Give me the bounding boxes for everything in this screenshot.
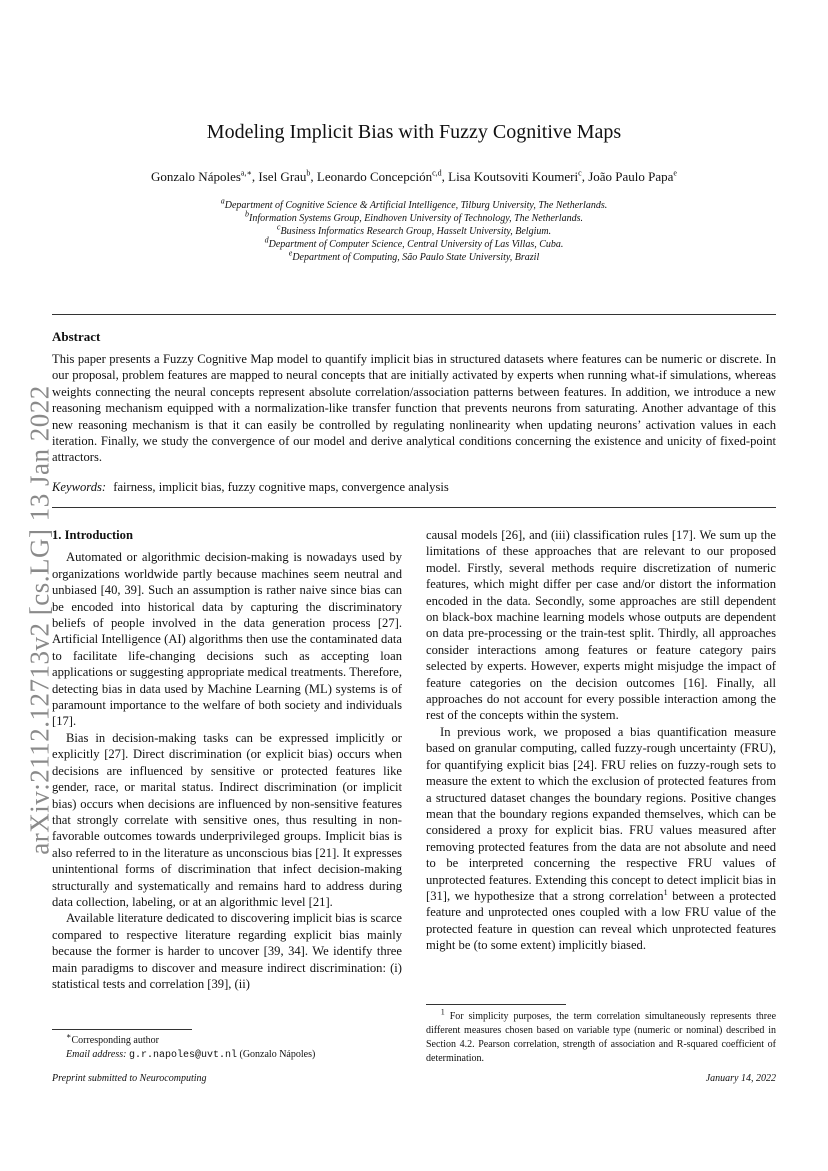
author: Isel Grau$^b$, bbox=[258, 168, 317, 184]
affiliation: $^b$Information Systems Group, Eindhoven University of Technology, The Netherlands. bbox=[245, 209, 583, 224]
arxiv-identifier: arXiv:2112.12713v2 [cs.LG] 13 Jan 2022 bbox=[24, 385, 55, 855]
body-paragraph: Automated or algorithmic decision-making is nowadays used by organizations worldwide partly because machines seem neutral and unbiased [40, 39]. Such an assumption is rather naive since bias can be encoded into historical data by capturing the discriminatory beliefs of people involved in the data generation process [27]. Artificial Intelligence (AI) algorithms then use the contaminated data to facilitate life-changing decisions such as accepting loan applications or suggesting appropriate medical treatments. Therefore, detecting bias in data used by Machine Learning (ML) systems is of paramount importance to the welfare of both society and individuals [17]. bbox=[52, 550, 402, 729]
keywords-values: fairness, implicit bias, fuzzy cognitive maps, convergence analysis bbox=[113, 480, 449, 494]
body-paragraph: Bias in decision-making tasks can be expressed implicitly or explicitly [27]. Direct discrimination (or explicit bias) occurs when decisions are influenced by sensitive or protected features like gender, race, or marital status. Indirect discrimination (or implicit bias) occurs when decisions are influenced by non-sensitive features that strongly correlate with sensitive ones, thus resulting in non-favorable outcomes towards underprivileged groups. Implicit bias is also referred to in the literature as unconscious bias [21]. It expresses unintentional forms of discrimination that infect decision-making structurally and systematically and remains hard to address during data collection, labeling, or at an algorithmic level [21]. bbox=[52, 730, 402, 909]
author: Lisa Koutsoviti Koumeri$^c$, bbox=[448, 168, 589, 184]
corresponding-author-footnote: ∗Corresponding author Email address: g.r.napoles@uvt.nl (Gonzalo Nápoles) bbox=[66, 1031, 316, 1061]
section-heading-introduction: 1. Introduction bbox=[52, 528, 133, 542]
abstract-bottom-rule bbox=[52, 507, 776, 508]
footnote-1: $^1$ For simplicity purposes, the term correlation simultaneously represents three different measures chosen based on variable type (numeric or nominal) described in Section 4.2. Pearson correlation, strength of association and R-squared coefficient of determination. bbox=[426, 1007, 777, 1064]
abstract-top-rule bbox=[52, 314, 776, 315]
footer-date: January 14, 2022 bbox=[705, 1073, 776, 1084]
abstract-text: This paper presents a Fuzzy Cognitive Map model to quantify implicit bias in structured datasets where features can be numeric or discrete. In our proposal, problem features are mapped to neural concepts that are initially activated by experts when running what-if simulations, whereas weights connecting the neural concepts represent absolute correlation/association patterns between features. In addition, we introduce a new reasoning mechanism equipped with a normalization-like transfer function that prevents neurons from saturating. Another advantage of this new reasoning mechanism is that it can easily be controlled by regulating nonlinearity when updating neurons’ activation values in each iteration. Finally, we study the convergence of our model and derive analytical conditions concerning the existence and unicity of fixed-point attractors. bbox=[52, 352, 776, 465]
footnote-rule-left bbox=[52, 1029, 192, 1030]
keywords-line bbox=[52, 480, 449, 495]
abstract-heading: Abstract bbox=[52, 329, 101, 344]
body-paragraph: In previous work, we proposed a bias quantification measure based on granular computing, called fuzzy-rough uncertainty (FRU), for quantifying explicit bias [24]. FRU relies on fuzzy-rough sets to measure the extent to which the exclusion of protected features from a structured dataset changes the boundary regions. Positive changes mean that the boundary regions expanded themselves, which can be considered a proxy for explicit bias. FRU values measured after removing protected features from the data are not absolute and need to be interpreted concerning the respective FRU values of unprotected features. Extending this concept to detect implicit bias in [31], we hypothesize that a strong correlation$^1$ between a protected feature and unprotected ones coupled with a low FRU value of the protected feature in question can reveal which unprotected features might be (to some extent) implicitly biased. bbox=[426, 724, 776, 953]
footnote-rule-right bbox=[426, 1004, 566, 1005]
author-list bbox=[52, 169, 776, 185]
author: João Paulo Papa$^e$ bbox=[588, 168, 677, 184]
footer-preprint-note: Preprint submitted to Neurocomputing bbox=[52, 1073, 207, 1084]
keywords-label: Keywords: bbox=[52, 480, 107, 494]
affiliation: $^d$Department of Computer Science, Central University of Las Villas, Cuba. bbox=[264, 235, 564, 250]
affiliation: $^a$Department of Cognitive Science & Artificial Intelligence, Tilburg University, The Netherlands. bbox=[220, 196, 608, 211]
left-column bbox=[52, 527, 402, 992]
body-paragraph: causal models [26], and (iii) classification rules [17]. We sum up the limitations of these approaches that are relevant to our proposed model. Firstly, several methods require discretization of numeric features, which might differ per case and/or distort the information encoded in the data. Secondly, some approaches are still dependent on black-box machine learning models whose outputs are dependent on data pre-processing or the train-test split. Thirdly, all approaches consider interactions among features or feature category pairs selected by experts. However, experts might misjudge the impact of feature categories on the decision outcomes [16]. Finally, all approaches do not account for every possible interaction among the rest of the concepts within the system. bbox=[426, 528, 776, 723]
body-paragraph: Available literature dedicated to discovering implicit bias is scarce compared to respective literature regarding explicit bias mainly because the former is harder to uncover [39, 34]. We identify three main paradigms to discover and measure indirect discrimination: (i) statistical tests and correlation [39], (ii) bbox=[52, 911, 402, 991]
paper-title: Modeling Implicit Bias with Fuzzy Cognitive Maps bbox=[206, 121, 622, 143]
author: Gonzalo Nápoles$^{a,∗}$, bbox=[151, 168, 259, 184]
author: Leonardo Concepción$^{c,d}$, bbox=[316, 168, 449, 184]
affiliation: $^e$Department of Computing, São Paulo State University, Brazil bbox=[288, 248, 540, 263]
affiliation-list bbox=[52, 196, 776, 264]
affiliation: $^c$Business Informatics Research Group, Hasselt University, Belgium. bbox=[276, 222, 552, 237]
right-column bbox=[426, 527, 776, 954]
footnote-marker[interactable]: 1 bbox=[663, 887, 668, 897]
email-address[interactable]: g.r.napoles@uvt.nl bbox=[128, 1050, 237, 1061]
